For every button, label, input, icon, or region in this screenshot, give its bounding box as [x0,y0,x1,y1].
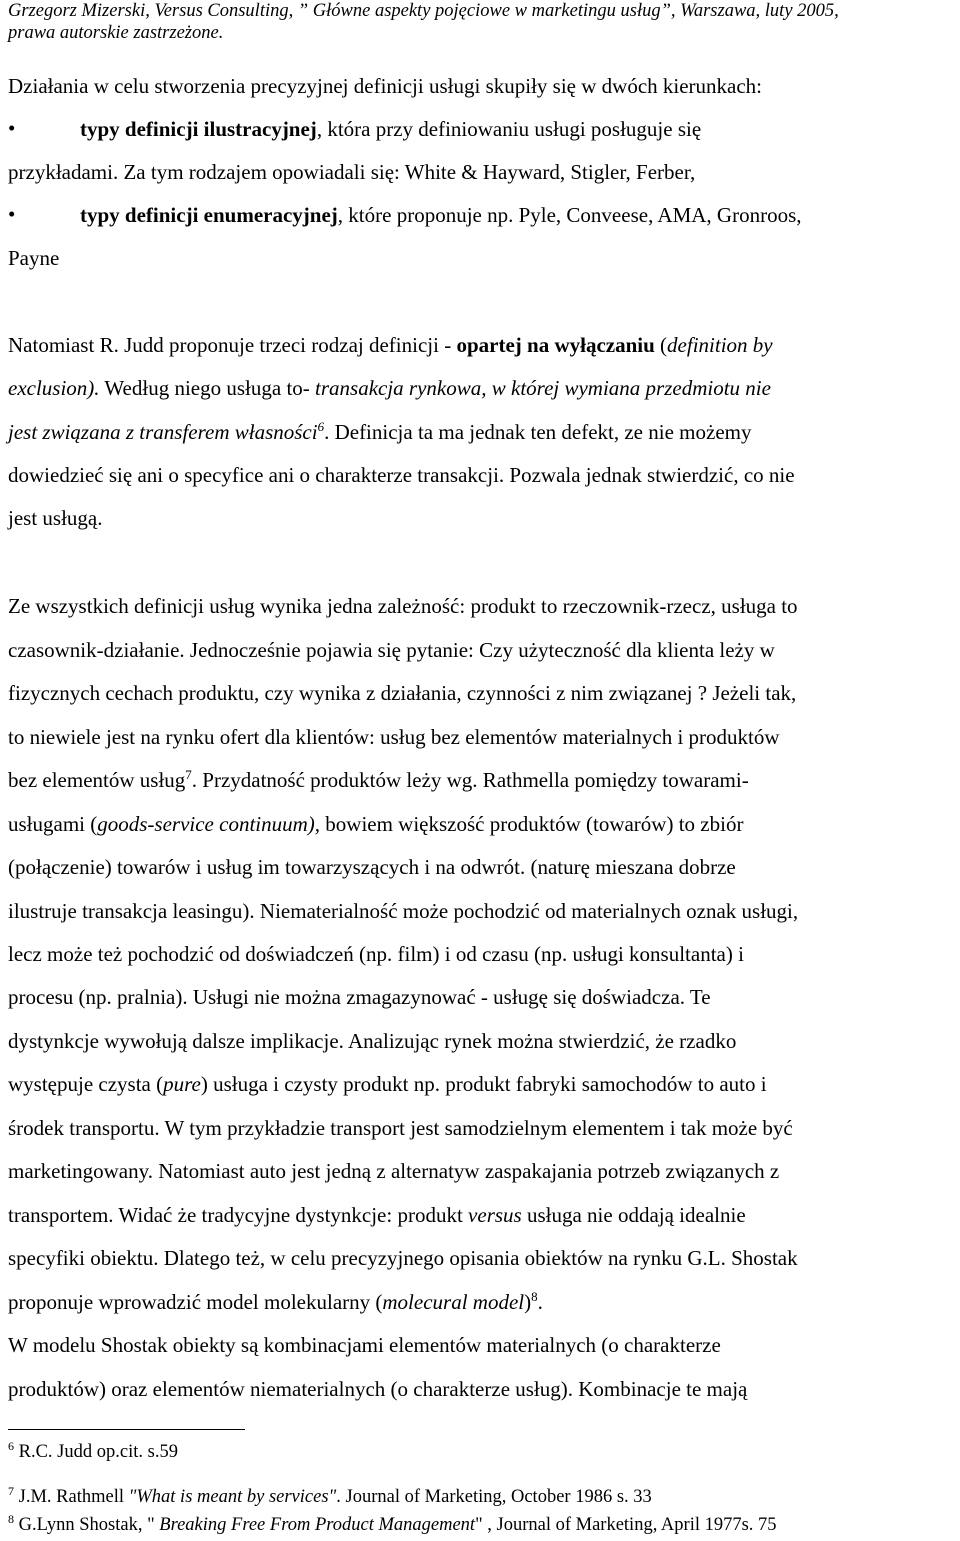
paragraph-line: jest związana z transferem własności$^6$. Definicja ta ma jednak ten defekt, ze nie możemy [8,419,752,444]
paragraph-line: Ze wszystkich definicji usług wynika jedna zależność: produkt to rzeczownik-rzecz, usługa to [8,594,798,618]
bullet-continuation: Payne [8,246,60,270]
paragraph-line: dystynkcje wywołują dalsze implikacje. Analizując rynek można stwierdzić, że rzadko [8,1029,737,1053]
paragraph-line: ilustruje transakcja leasingu). Niematerialność może pochodzić od materialnych oznak usługi, [8,899,799,923]
paragraph-line: bez elementów usług$^7$. Przydatność produktów leży wg. Rathmella pomiędzy towarami- [8,767,749,792]
paragraph-line: (połączenie) towarów i usług im towarzyszących i na odwrót. (naturę mieszana dobrze [8,855,736,879]
footnote-number: 8 [8,1511,14,1526]
footnote-ref: 6 [317,419,325,434]
paragraph-line: występuje czysta (pure) usługa i czysty produkt np. produkt fabryki samochodów to auto i [8,1072,767,1096]
bullet-marker: • [8,202,16,226]
paragraph-line: Natomiast R. Judd proponuje trzeci rodzaj definicji - opartej na wyłączaniu (definition by [8,333,773,357]
paragraph-line: transportem. Widać że tradycyjne dystynkcje: produkt versus usługa nie oddają idealnie [8,1203,746,1227]
paragraph-line: lecz może też pochodzić od doświadczeń (np. film) i od czasu (np. usługi konsultanta) i [8,942,744,966]
header-line-2: prawa autorskie zastrzeżone. [8,23,224,43]
footnote: $^8$ G.Lynn Shostak, " Breaking Free From Product Management" , Journal of Marketing, April 1977s. 75 [8,1511,777,1535]
footnote-separator [8,1429,245,1430]
paragraph-line: exclusion). Według niego usługa to- transakcja rynkowa, w której wymiana przedmiotu nie [8,376,771,400]
paragraph-line: to niewiele jest na rynku ofert dla klientów: usług bez elementów materialnych i produktów [8,725,780,749]
paragraph-line: procesu (np. pralnia). Usługi nie można zmagazynować - usługę się doświadcza. Te [8,985,711,1009]
paragraph-line: proponuje wprowadzić model molekularny (molecural model)$^8$. [8,1289,543,1314]
bullet-marker: • [8,116,16,140]
paragraph-line: marketingowany. Natomiast auto jest jedną z alternatyw zaspakajania potrzeb związanych z [8,1159,780,1183]
bullet-continuation: przykładami. Za tym rodzajem opowiadali się: White & Hayward, Stigler, Ferber, [8,160,696,184]
paragraph-line: fizycznych cechach produktu, czy wynika z działania, czynności z nim związanej ? Jeżeli tak, [8,681,797,705]
bullet-item-illustrative: typy definicji ilustracyjnej, która przy definiowaniu usługi posługuje się [80,117,702,141]
paragraph-line: dowiedzieć się ani o specyfice ani o charakterze transakcji. Pozwala jednak stwierdzić, co nie [8,463,795,487]
bold-term: typy definicji ilustracyjnej [80,117,317,141]
footnote-ref: 8 [531,1289,538,1304]
paragraph-line: środek transportu. W tym przykładzie transport jest samodzielnym elementem i tak może być [8,1116,793,1140]
footnote: $^6$ R.C. Judd op.cit. s.59 [8,1438,178,1462]
paragraph-line: jest usługą. [8,506,103,530]
bullet-item-enumerative: typy definicji enumeracyjnej, które proponuje np. Pyle, Conveese, AMA, Gronroos, [80,203,802,227]
footnote-ref: 7 [185,767,192,782]
paragraph-line: W modelu Shostak obiekty są kombinacjami elementów materialnych (o charakterze [8,1333,721,1357]
running-header [8,0,953,44]
paragraph-line: czasownik-działanie. Jednocześnie pojawia się pytanie: Czy użyteczność dla klienta leży w [8,638,775,662]
bold-term: typy definicji enumeracyjnej [80,203,338,227]
footnote-number: 7 [8,1483,14,1498]
intro-line: Działania w celu stworzenia precyzyjnej definicji usługi skupiły się w dwóch kierunkach: [8,74,763,98]
footnote-number: 6 [8,1438,14,1453]
paragraph-line: usługami (goods-service continuum), bowiem większość produktów (towarów) to zbiór [8,812,744,836]
paragraph-line: specyfiki obiektu. Dlatego też, w celu precyzyjnego opisania obiektów na rynku G.L. Shostak [8,1246,798,1270]
header-line-1: Grzegorz Mizerski, Versus Consulting, ” Główne aspekty pojęciowe w marketingu usług”, Warszawa, luty 2005, [8,1,839,21]
footnote: $^7$ J.M. Rathmell "What is meant by services". Journal of Marketing, October 1986 s. 33 [8,1483,652,1507]
paragraph-line: produktów) oraz elementów niematerialnych (o charakterze usług). Kombinacje te mają [8,1377,748,1401]
